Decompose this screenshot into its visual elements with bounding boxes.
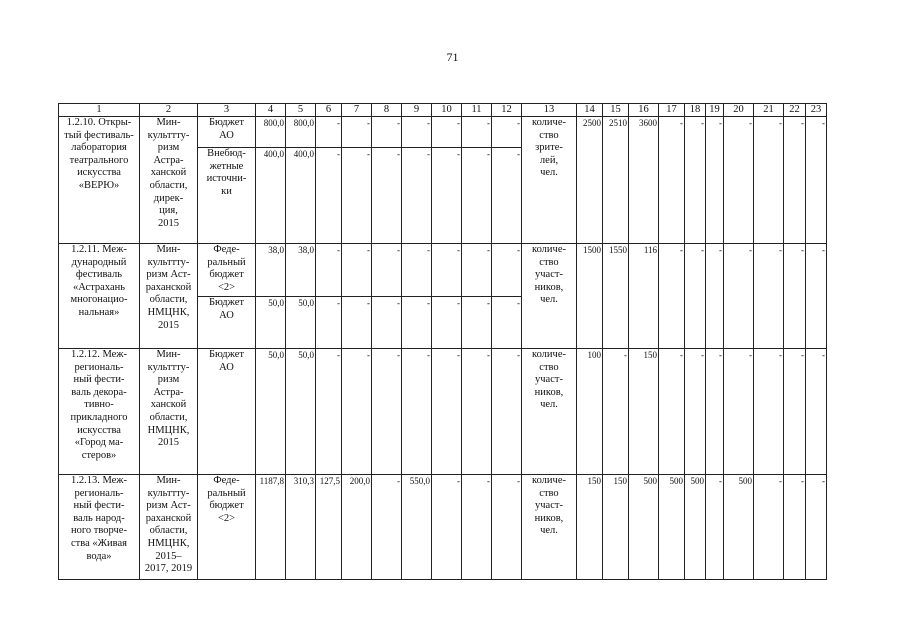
value-cell-9: -	[402, 117, 432, 148]
table-row	[59, 475, 827, 580]
header-cell: 8	[372, 104, 402, 117]
value-cell-10: -	[432, 349, 462, 475]
activity-name-cell	[59, 117, 140, 244]
indicator-cell	[522, 475, 577, 580]
indicator-value-16: 150	[629, 349, 659, 475]
page-number: 71	[446, 50, 459, 64]
value-cell-12: -	[492, 117, 522, 148]
value-cell-6: -	[316, 148, 342, 244]
value-cell-12: -	[492, 349, 522, 475]
value-cell-10: -	[432, 117, 462, 148]
indicator-value-23: -	[806, 475, 827, 580]
header-cell: 1	[59, 104, 140, 117]
indicator-value-20: -	[724, 244, 754, 349]
executor-cell	[140, 349, 198, 475]
program-table	[58, 103, 827, 580]
header-cell: 10	[432, 104, 462, 117]
value-cell-10: -	[432, 148, 462, 244]
indicator-value-18: -	[685, 117, 706, 244]
funding-source: Бюджет АО	[208, 117, 245, 141]
value-cell-11: -	[462, 475, 492, 580]
value-cell-7: -	[342, 148, 372, 244]
value-cell-4: 800,0	[256, 117, 286, 148]
activity-name-cell	[59, 475, 140, 580]
value-cell-7: -	[342, 349, 372, 475]
indicator-value-22: -	[784, 349, 806, 475]
activity-name-cell	[59, 349, 140, 475]
indicator-value-17: -	[659, 244, 685, 349]
value-cell-7: 200,0	[342, 475, 372, 580]
indicator-cell	[522, 117, 577, 244]
indicator-value-15: 150	[603, 475, 629, 580]
header-cell: 20	[724, 104, 754, 117]
indicator-value-18: -	[685, 349, 706, 475]
value-cell-6: -	[316, 244, 342, 297]
indicator-value-19: -	[706, 349, 724, 475]
table-row	[59, 244, 827, 297]
value-cell-9: 550,0	[402, 475, 432, 580]
executor: Мин- культтту- ризм Аст- раханской области, НМЦНК, 2015	[145, 244, 192, 331]
indicator-unit: количе- ство участ- ников, чел.	[532, 475, 566, 537]
indicator-value-19: -	[706, 117, 724, 244]
value-cell-12: -	[492, 475, 522, 580]
executor: Мин- культтту- ризм Астра- ханской области, НМЦНК, 2015	[147, 349, 190, 449]
funding-source-cell	[198, 349, 256, 475]
activity-name: 1.2.13. Меж- региональ- ный фести- валь народ- ного творче- ства «Живая вода»	[70, 475, 128, 562]
table-row	[59, 349, 827, 475]
funding-source: Бюджет АО	[208, 349, 245, 373]
header-cell: 18	[685, 104, 706, 117]
value-cell-11: -	[462, 148, 492, 244]
value-cell-9: -	[402, 148, 432, 244]
value-cell-7: -	[342, 117, 372, 148]
value-cell-5: 38,0	[286, 244, 316, 297]
indicator-value-21: -	[754, 349, 784, 475]
value-cell-12: -	[492, 148, 522, 244]
header-cell: 11	[462, 104, 492, 117]
header-cell: 14	[577, 104, 603, 117]
funding-source-cell	[198, 475, 256, 580]
indicator-value-14: 100	[577, 349, 603, 475]
value-cell-4: 400,0	[256, 148, 286, 244]
indicator-value-15: -	[603, 349, 629, 475]
value-cell-12: -	[492, 244, 522, 297]
indicator-value-14: 2500	[577, 117, 603, 244]
funding-source: Бюджет АО	[208, 297, 245, 321]
header-cell: 9	[402, 104, 432, 117]
indicator-value-19: -	[706, 475, 724, 580]
funding-source-cell	[198, 244, 256, 297]
indicator-value-17: 500	[659, 475, 685, 580]
value-cell-10: -	[432, 297, 462, 349]
header-cell: 3	[198, 104, 256, 117]
funding-source-cell	[198, 148, 256, 244]
value-cell-5: 800,0	[286, 117, 316, 148]
value-cell-11: -	[462, 117, 492, 148]
header-cell: 16	[629, 104, 659, 117]
indicator-value-22: -	[784, 244, 806, 349]
indicator-value-15: 2510	[603, 117, 629, 244]
indicator-value-16: 116	[629, 244, 659, 349]
indicator-value-21: -	[754, 117, 784, 244]
header-cell: 17	[659, 104, 685, 117]
funding-source-cell	[198, 117, 256, 148]
value-cell-6: 127,5	[316, 475, 342, 580]
value-cell-4: 1187,8	[256, 475, 286, 580]
indicator-value-20: -	[724, 117, 754, 244]
header-row	[59, 104, 827, 117]
funding-source: Феде- ральный бюджет <2>	[207, 475, 246, 524]
value-cell-4: 38,0	[256, 244, 286, 297]
header-cell: 13	[522, 104, 577, 117]
indicator-unit: количе- ство участ- ников, чел.	[532, 244, 566, 306]
indicator-value-18: 500	[685, 475, 706, 580]
header-cell: 12	[492, 104, 522, 117]
header-cell: 19	[706, 104, 724, 117]
value-cell-10: -	[432, 475, 462, 580]
indicator-cell	[522, 349, 577, 475]
indicator-value-14: 150	[577, 475, 603, 580]
header-cell: 15	[603, 104, 629, 117]
indicator-value-15: 1550	[603, 244, 629, 349]
header-cell: 2	[140, 104, 198, 117]
indicator-value-22: -	[784, 475, 806, 580]
indicator-value-16: 500	[629, 475, 659, 580]
value-cell-8: -	[372, 244, 402, 297]
executor-cell	[140, 244, 198, 349]
indicator-value-14: 1500	[577, 244, 603, 349]
value-cell-8: -	[372, 475, 402, 580]
value-cell-9: -	[402, 244, 432, 297]
indicator-value-23: -	[806, 349, 827, 475]
header-cell: 6	[316, 104, 342, 117]
value-cell-6: -	[316, 349, 342, 475]
activity-name: 1.2.12. Меж- региональ- ный фести- валь декора- тивно- прикладного искусства «Город ма- стеров»	[70, 349, 128, 461]
header-cell: 23	[806, 104, 827, 117]
value-cell-7: -	[342, 297, 372, 349]
value-cell-8: -	[372, 297, 402, 349]
header-cell: 4	[256, 104, 286, 117]
activity-name: 1.2.11. Меж- дународный фестиваль «Астрахань многонацио- нальная»	[70, 244, 128, 318]
indicator-unit: количе- ство зрите- лей, чел.	[532, 117, 566, 179]
value-cell-6: -	[316, 117, 342, 148]
value-cell-6: -	[316, 297, 342, 349]
indicator-value-18: -	[685, 244, 706, 349]
funding-source-cell	[198, 297, 256, 349]
value-cell-4: 50,0	[256, 349, 286, 475]
executor-cell	[140, 117, 198, 244]
header-cell: 22	[784, 104, 806, 117]
value-cell-5: 310,3	[286, 475, 316, 580]
executor: Мин- культтту- ризм Аст- раханской области, НМЦНК, 2015– 2017, 2019	[144, 475, 193, 575]
value-cell-9: -	[402, 349, 432, 475]
value-cell-9: -	[402, 297, 432, 349]
indicator-value-16: 3600	[629, 117, 659, 244]
value-cell-7: -	[342, 244, 372, 297]
value-cell-8: -	[372, 148, 402, 244]
value-cell-11: -	[462, 297, 492, 349]
header-cell: 5	[286, 104, 316, 117]
executor: Мин- культтту- ризм Астра- ханской области, дирек- ция, 2015	[147, 117, 190, 229]
value-cell-8: -	[372, 349, 402, 475]
value-cell-4: 50,0	[256, 297, 286, 349]
activity-name: 1.2.10. Откры- тый фестиваль- лаборатория театрального искусства «ВЕРЮ»	[64, 117, 134, 191]
table-row	[59, 117, 827, 148]
header-cell: 7	[342, 104, 372, 117]
indicator-cell	[522, 244, 577, 349]
value-cell-10: -	[432, 244, 462, 297]
value-cell-5: 50,0	[286, 349, 316, 475]
value-cell-5: 50,0	[286, 297, 316, 349]
activity-name-cell	[59, 244, 140, 349]
indicator-value-22: -	[784, 117, 806, 244]
indicator-value-20: -	[724, 349, 754, 475]
indicator-unit: количе- ство участ- ников, чел.	[532, 349, 566, 411]
value-cell-11: -	[462, 349, 492, 475]
value-cell-5: 400,0	[286, 148, 316, 244]
indicator-value-19: -	[706, 244, 724, 349]
indicator-value-17: -	[659, 349, 685, 475]
value-cell-8: -	[372, 117, 402, 148]
funding-source: Феде- ральный бюджет <2>	[207, 244, 246, 293]
indicator-value-21: -	[754, 244, 784, 349]
indicator-value-17: -	[659, 117, 685, 244]
indicator-value-21: -	[754, 475, 784, 580]
indicator-value-20: 500	[724, 475, 754, 580]
executor-cell	[140, 475, 198, 580]
indicator-value-23: -	[806, 117, 827, 244]
indicator-value-23: -	[806, 244, 827, 349]
value-cell-11: -	[462, 244, 492, 297]
funding-source: Внебюд- жетные источни- ки	[206, 148, 247, 197]
value-cell-12: -	[492, 297, 522, 349]
header-cell: 21	[754, 104, 784, 117]
